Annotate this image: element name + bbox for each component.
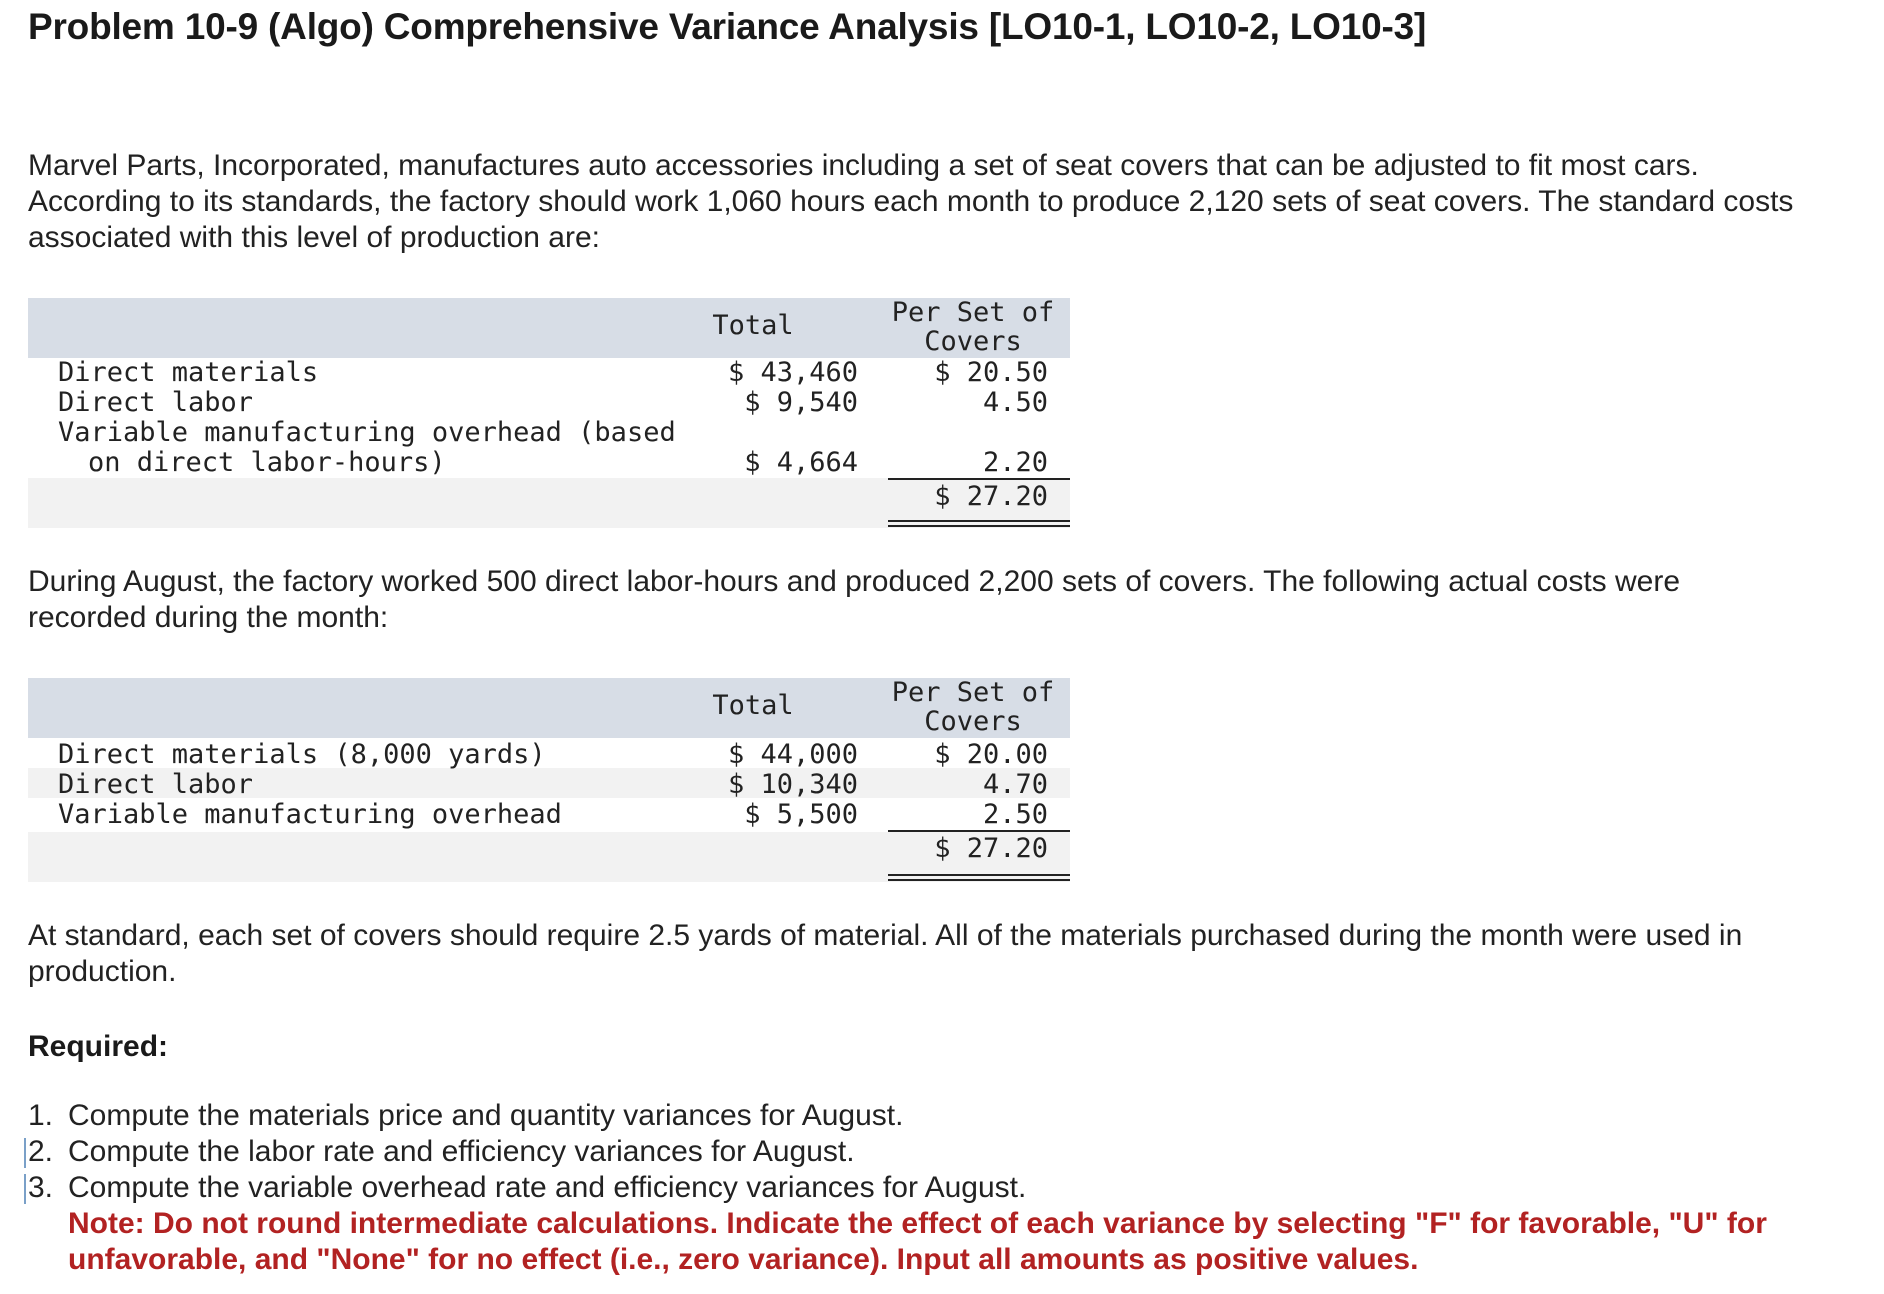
row-label: Variable manufacturing overhead (based [58,417,676,448]
column-header-per-set: Covers [924,326,1022,357]
row-per-set: 2.50 [982,799,1048,830]
column-header-total: Total [712,690,794,721]
august-line: During August, the factory worked 500 direct labor-hours and produced 2,200 sets of covers. The following actual costs were [28,565,1681,598]
list-item-number: 1. [28,1099,54,1132]
row-label: Direct materials [58,357,319,388]
row-per-set: 4.50 [982,387,1048,418]
list-item [28,1134,1026,1170]
column-header-per-set: Covers [924,706,1022,737]
row-label: Direct labor [58,769,254,800]
standard-cost-table [28,298,1070,528]
standard-note-paragraph [28,918,1742,990]
instruction-note [68,1206,1868,1278]
list-item-number: 2. [28,1135,54,1168]
text-cursor-marker [24,1174,26,1204]
per-set-total: $ 27.20 [934,833,1048,864]
row-total: $ 9,540 [744,387,858,418]
total-double-rule [888,520,1070,527]
row-per-set: 4.70 [982,769,1048,800]
column-header-total: Total [712,310,794,341]
column-header-per-set: Per Set of [891,297,1055,328]
list-item-text: Compute the variable overhead rate and efficiency variances for August. [68,1171,1027,1204]
row-per-set: $ 20.50 [934,357,1048,388]
list-item-text: Compute the materials price and quantity variances for August. [68,1099,904,1132]
row-per-set: 2.20 [982,447,1048,478]
note-line: Note: Do not round intermediate calculations. Indicate the effect of each variance by selecting "F" for favorable, "U" for [68,1207,1767,1240]
text-cursor-marker [24,1138,26,1168]
intro-line: Marvel Parts, Incorporated, manufactures auto accessories including a set of seat covers that can be adjusted to fit most cars. [28,149,1699,182]
row-label: Variable manufacturing overhead [58,799,562,830]
august-line: recorded during the month: [28,601,389,634]
list-item [28,1170,1026,1206]
subtotal-rule [888,478,1070,480]
page-title: Problem 10-9 (Algo) Comprehensive Variance Analysis [LO10-1, LO10-2, LO10-3] [28,6,1427,47]
row-label: Direct labor [58,387,254,418]
standard-note-line: At standard, each set of covers should require 2.5 yards of material. All of the materials purchased during the month were used in [28,919,1743,952]
list-item-number: 3. [28,1171,54,1204]
actual-cost-table [28,678,1070,882]
row-total: $ 10,340 [727,769,858,800]
intro-line: associated with this level of production are: [28,221,600,254]
per-set-total: $ 27.20 [934,481,1048,512]
row-total: $ 5,500 [744,799,858,830]
intro-paragraph [28,148,1793,256]
list-item-text: Compute the labor rate and efficiency variances for August. [68,1135,855,1168]
row-label-continued: on direct labor-hours) [88,447,446,478]
required-list [28,1098,1026,1206]
note-line: unfavorable, and "None" for no effect (i.e., zero variance). Input all amounts as positive values. [68,1243,1419,1276]
august-paragraph [28,564,1680,636]
row-total: $ 43,460 [727,357,858,388]
list-item [28,1098,1026,1134]
row-total: $ 4,664 [744,447,858,478]
subtotal-rule [888,830,1070,832]
column-header-per-set: Per Set of [891,677,1055,708]
total-double-rule [888,874,1070,881]
row-per-set: $ 20.00 [934,739,1048,770]
required-heading: Required: [28,1030,169,1063]
intro-line: According to its standards, the factory should work 1,060 hours each month to produce 2,120 sets of seat covers. The standard costs [28,185,1794,218]
row-label: Direct materials (8,000 yards) [58,739,546,770]
standard-note-line: production. [28,955,177,988]
row-total: $ 44,000 [727,739,858,770]
